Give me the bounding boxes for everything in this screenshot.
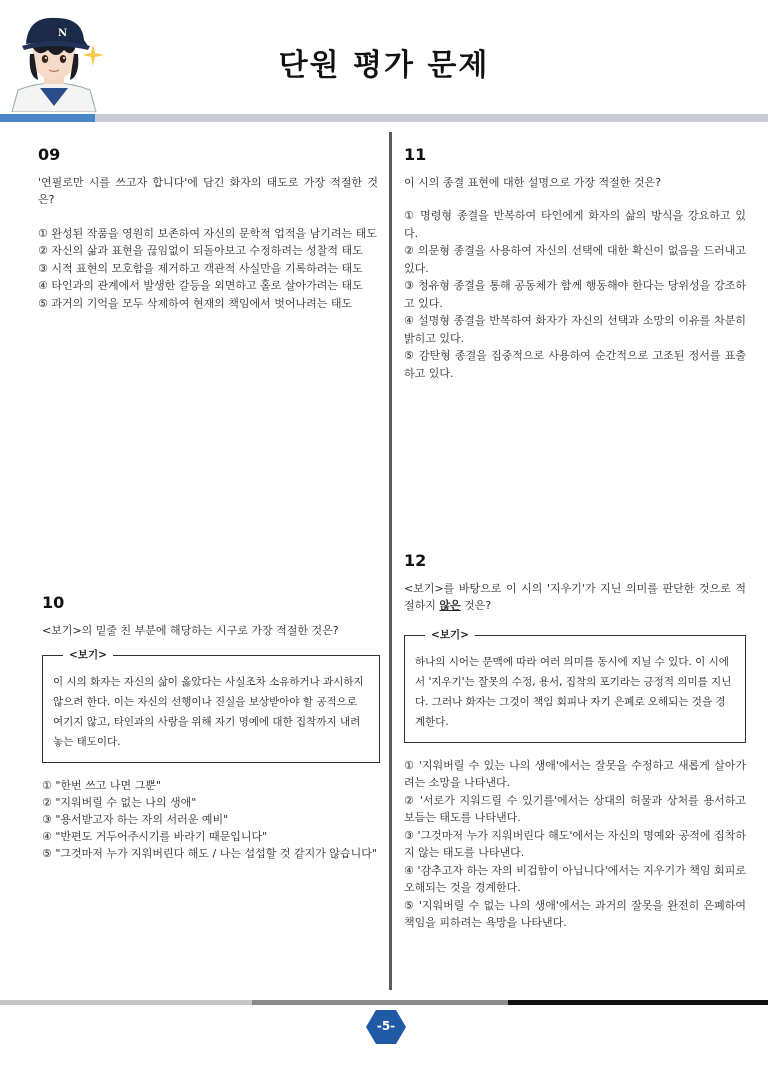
bogi-text: 이 시의 화자는 자신의 삶이 옳았다는 사실조차 소유하거나 과시하지 않으려 한다. 이는 자신의 선행이나 진실을 보상받아야 할 공적으로 여기지 않고, 타인과의 사랑을 위해 자기 명예에 대한 집착까지 내려놓는 태도이다. (53, 676, 364, 748)
prompt-emphasis: 않은 (439, 599, 461, 612)
option-1[interactable]: ① 완성된 작품을 영원히 보존하여 자신의 문학적 업적을 남기려는 태도 (38, 226, 377, 240)
option-4[interactable]: ④ "반편도 거두어주시기를 바라기 때문입니다" (42, 830, 268, 843)
question-prompt: '연필로만 시를 쓰고자 합니다'에 담긴 화자의 태도로 가장 적절한 것은? (38, 175, 378, 206)
option-4[interactable]: ④ 타인과의 관계에서 발생한 갈등을 외면하고 홀로 살아가려는 태도 (38, 279, 363, 292)
prompt-text-end: 것은? (460, 599, 492, 612)
option-3[interactable]: ③ "용서받고자 하는 자의 서러운 예비" (42, 813, 229, 826)
question-number: 09 (38, 145, 61, 164)
option-5[interactable]: ⑤ 과거의 기억을 모두 삭제하여 현재의 책임에서 벗어나려는 태도 (38, 296, 353, 310)
svg-text:N: N (58, 28, 68, 39)
question-prompt: <보기>의 밑줄 친 부분에 해당하는 시구로 가장 적절한 것은? (42, 623, 339, 637)
option-2[interactable]: ② 자신의 삶과 표현을 끊임없이 되돌아보고 수정하려는 성찰적 태도 (38, 244, 363, 257)
question-09 (38, 146, 378, 312)
option-1[interactable]: ① 명령형 종결을 반복하여 타인에게 화자의 삶의 방식을 강요하고 있다. (404, 209, 746, 240)
question-10 (42, 594, 380, 862)
footer-bar-light (0, 1000, 252, 1005)
bogi-text: 하나의 시어는 문맥에 따라 여러 의미를 동시에 지닐 수 있다. 이 시에서 '지우기'는 잘못의 수정, 용서, 집착의 포기라는 긍정적 의미를 지닌다. 그러나 화자는 그것이 책임 회피나 자기 은폐로 오해되는 것을 경계한다. (415, 655, 732, 728)
option-5[interactable]: ⑤ '지워버릴 수 없는 나의 생애'에서는 과거의 잘못을 완전히 은폐하여 책임을 피하려는 욕망을 나타낸다. (404, 898, 746, 929)
option-2[interactable]: ② 의문형 종결을 사용하여 자신의 선택에 대한 확신이 없음을 드러내고 있다. (404, 244, 746, 275)
option-3[interactable]: ③ '그것마저 누가 지워버린다 해도'에서는 자신의 명예와 공적에 집착하지 않는 태도를 나타낸다. (404, 828, 746, 859)
column-divider (389, 132, 392, 990)
page-title: 단원 평가 문제 (278, 48, 490, 83)
bogi-box (404, 628, 746, 743)
option-3[interactable]: ③ 청유형 종결을 통해 공동체가 함께 행동해야 한다는 당위성을 강조하고 있다. (404, 279, 746, 310)
footer-bar-mid (252, 1000, 508, 1005)
header-accent-bar (0, 114, 95, 122)
footer-bar-dark (508, 1000, 768, 1005)
question-number: 10 (42, 593, 65, 612)
option-1[interactable]: ① "한번 쓰고 나면 그뿐" (42, 779, 161, 792)
option-5[interactable]: ⑤ 감탄형 종결을 집중적으로 사용하여 순간적으로 고조된 정서를 표출하고 있다. (404, 349, 746, 380)
bogi-box (42, 649, 380, 763)
question-number: 12 (404, 551, 427, 570)
question-12 (404, 552, 746, 932)
option-1[interactable]: ① '지워버릴 수 있는 나의 생애'에서는 잘못을 수정하고 새롭게 살아가려는 소망을 나타낸다. (404, 758, 746, 789)
question-prompt (404, 580, 746, 615)
bogi-title: <보기> (425, 628, 475, 642)
option-2[interactable]: ② '서로가 지워드릴 수 있기를'에서는 상대의 허물과 상처를 용서하고 보듬는 태도를 나타낸다. (404, 793, 746, 824)
option-5[interactable]: ⑤ "그것마저 누가 지워버린다 해도 / 나는 섭섭할 것 같지가 않습니다" (42, 847, 377, 860)
question-11 (404, 146, 746, 382)
option-4[interactable]: ④ 설명형 종결을 반복하여 화자가 자신의 선택과 소망의 이유를 차분히 밝히고 있다. (404, 314, 746, 345)
bogi-title: <보기> (63, 648, 113, 662)
option-3[interactable]: ③ 시적 표현의 모호함을 제거하고 객관적 사실만을 기록하려는 태도 (38, 261, 363, 275)
page-number: -5- (376, 1019, 396, 1033)
option-4[interactable]: ④ '감추고자 하는 자의 비겁함이 아닙니다'에서는 지우기가 책임 회피로 오해되는 것을 경계한다. (404, 863, 746, 894)
question-prompt: 이 시의 종결 표현에 대한 설명으로 가장 적절한 것은? (404, 175, 661, 189)
header-bar (95, 114, 768, 122)
option-2[interactable]: ② "지워버릴 수 없는 나의 생애" (42, 796, 197, 809)
question-number: 11 (404, 145, 427, 164)
prompt-text: <보기>를 바탕으로 이 시의 '지우기'가 지닌 의미를 판단한 것으로 적절하지 (404, 581, 746, 612)
